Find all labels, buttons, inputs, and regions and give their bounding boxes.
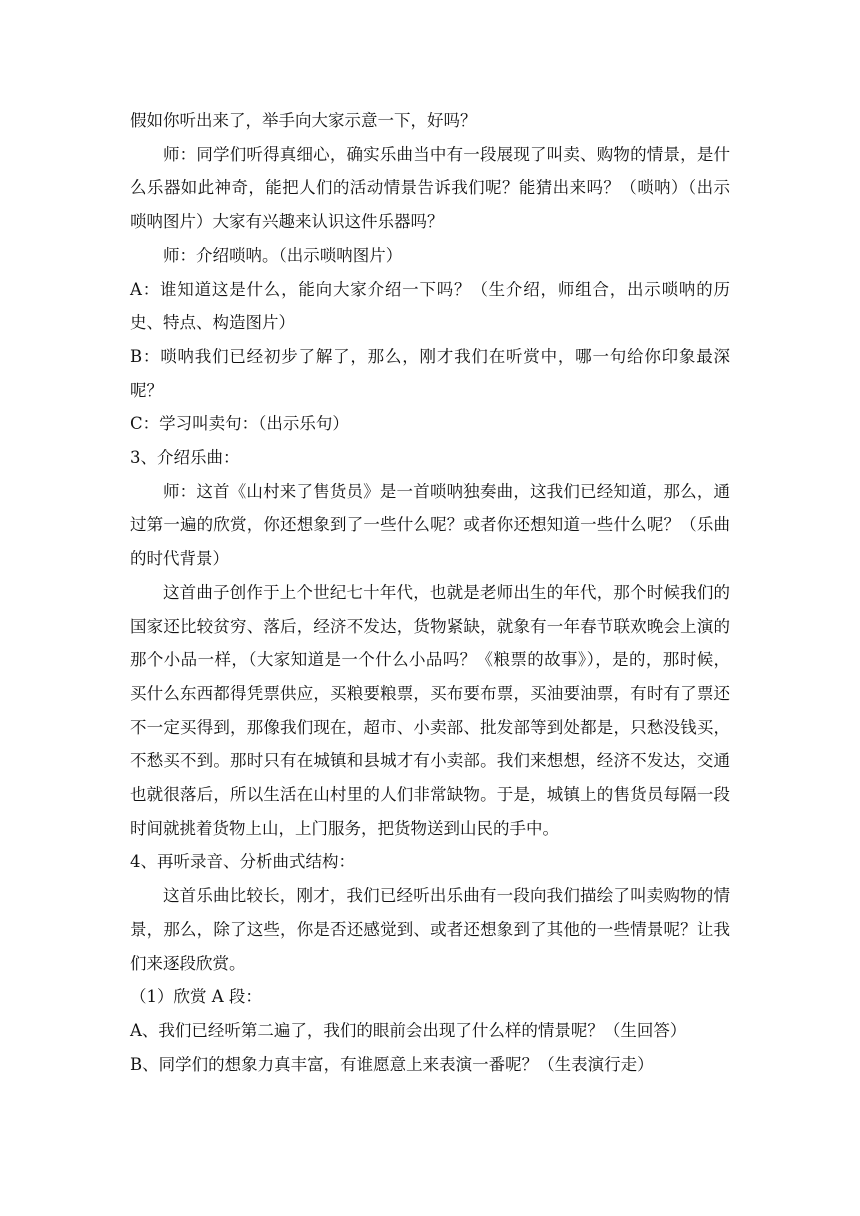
section-heading-4: 4、再听录音、分析曲式结构： <box>130 852 355 872</box>
paragraph-structure: 这首乐曲比较长，刚才，我们已经听出乐曲有一段向我们描绘了叫卖购物的情景，那么，除了这些，你是否还感觉到、或者还想象到了其他的一些情景呢？让我们来逐段欣赏。 <box>130 886 730 973</box>
paragraph-intro: 假如你听出来了，举手向大家示意一下，好吗？ <box>130 111 477 130</box>
section-heading-3: 3、介绍乐曲： <box>130 448 240 468</box>
paragraph-item-b-section: B、同学们的想象力真丰富，有谁愿意上来表演一番呢？（生表演行走） <box>130 1054 654 1074</box>
paragraph-background: 这首曲子创作于上个世纪七十年代，也就是老师出生的年代，那个时候我们的国家还比较贫穷、落后，经济不发达，货物紧缺，就象有一年春节联欢晚会上演的那个小品一样，（大家知道是一个什么小品吗？《粮票的故事》），是的，那时候，买什么东西都得凭票供应，买粮要粮票，买布要布票，买油要油票，有时有了票还不一定买得到，那像我们现在，超市、小卖部、批发部等到处都是，只愁没钱买，不愁买不到。那时只有在城镇和县城才有小卖部。我们来想想，经济不发达，交通也就很落后，所以生活在山村里的人们非常缺物。于是，城镇上的售货员每隔一段时间就挑着货物上山，上门服务，把货物送到山民的手中。 <box>130 582 730 838</box>
document-page <box>130 104 730 1081</box>
paragraph-teacher-suona: 师：介绍唢呐。（出示唢呐图片） <box>163 245 403 265</box>
paragraph-item-b: B：唢呐我们已经初步了解了，那么，刚才我们在听赏中，哪一句给你印象最深呢？ <box>130 346 730 400</box>
paragraph-item-c: C：学习叫卖句：（出示乐句） <box>130 414 349 434</box>
paragraph-item-a-section: A、我们已经听第二遍了，我们的眼前会出现了什么样的情景呢？（生回答） <box>130 1020 687 1040</box>
subsection-heading-a: （1）欣赏 A 段： <box>130 987 262 1007</box>
paragraph-teacher-instrument: 师：同学们听得真细心，确实乐曲当中有一段展现了叫卖、购物的情景，是什么乐器如此神奇，能把人们的活动情景告诉我们呢？能猜出来吗？（唢呐）（出示唢呐图片）大家有兴趣来认识这件乐器吗？ <box>130 144 730 232</box>
paragraph-item-a: A：谁知道这是什么，能向大家介绍一下吗？（生介绍，师组合，出示唢呐的历史、特点、构造图片） <box>130 279 730 333</box>
paragraph-teacher-piece: 师：这首《山村来了售货员》是一首唢呐独奏曲，这我们已经知道，那么，通过第一遍的欣赏，你还想象到了一些什么呢？或者你还想知道一些什么呢？（乐曲的时代背景） <box>130 481 730 569</box>
